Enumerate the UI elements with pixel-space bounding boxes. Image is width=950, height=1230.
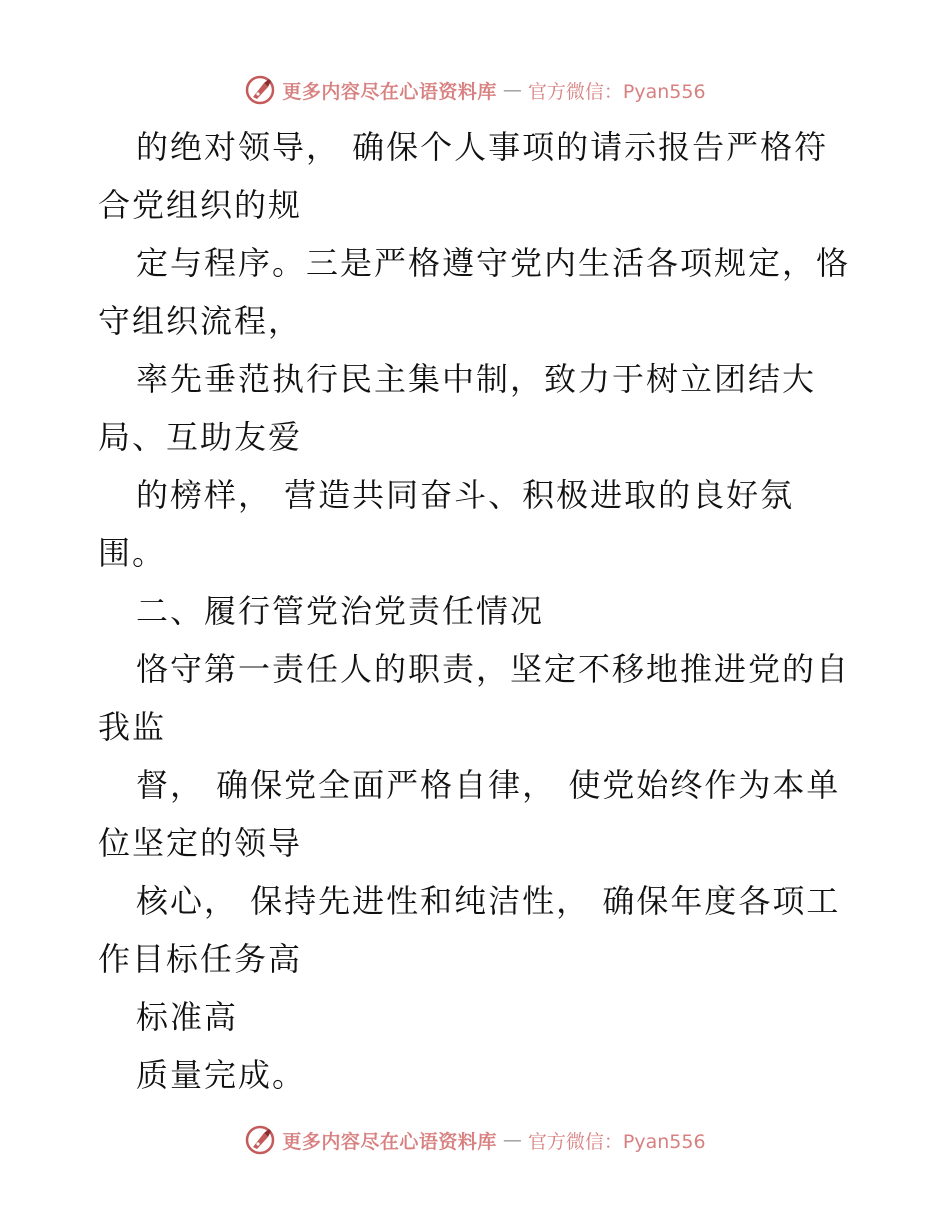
paragraph: 的榜样， 营造共同奋斗、积极进取的良好氛围。 [98, 476, 795, 572]
paragraph: 标准高 [136, 998, 239, 1036]
watermark-separator: — [502, 79, 522, 101]
paragraph: 质量完成。 [136, 1056, 307, 1094]
watermark-wechat: 官方微信：Pyan556 [527, 1130, 706, 1153]
paragraph: 的绝对领导， 确保个人事项的请示报告严格符合党组织的规 [98, 128, 829, 224]
watermark-text: 更多内容尽在心语资料库 [282, 80, 497, 103]
watermark-wechat: 官方微信：Pyan556 [527, 80, 706, 103]
paragraph: 核心， 保持先进性和纯洁性， 确保年度各项工作目标任务高 [98, 882, 841, 978]
paragraph: 督， 确保党全面严格自律， 使党始终作为本单位坚定的领导 [98, 766, 841, 862]
watermark-text: 更多内容尽在心语资料库 [282, 1130, 497, 1153]
watermark-separator: — [502, 1129, 522, 1151]
section-heading: 二、履行管党治党责任情况 [136, 592, 545, 630]
paragraph: 定与程序。三是严格遵守党内生活各项规定，恪守组织流程， [98, 244, 851, 340]
document-body [98, 118, 858, 1104]
footer-watermark [0, 1120, 950, 1160]
paragraph: 恪守第一责任人的职责，坚定不移地推进党的自我监 [98, 650, 851, 746]
paragraph: 率先垂范执行民主集中制，致力于树立团结大局、互助友爱 [98, 360, 817, 456]
header-watermark [0, 70, 950, 110]
pen-nib-logo-icon [244, 74, 276, 106]
pen-nib-logo-icon [244, 1124, 276, 1156]
